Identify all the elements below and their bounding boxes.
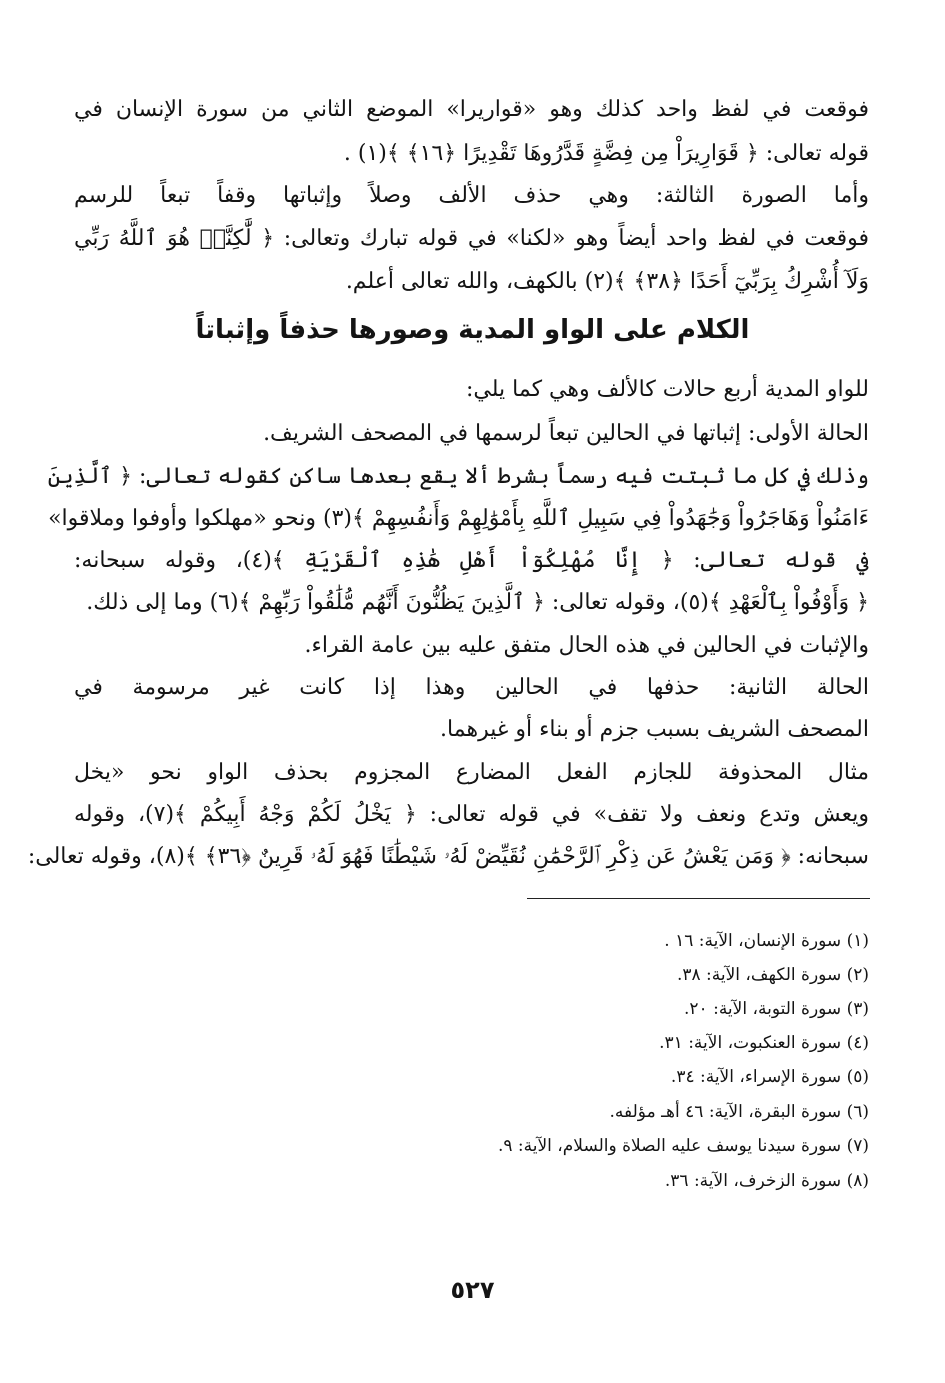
body-line: المصحف الشريف بسبب جزم أو بناء أو غيرهما. — [440, 717, 869, 742]
body-line: فوقعت في لفظ واحد كذلك وهو «قواريرا» الموضع الثاني من سورة الإنسان في — [74, 97, 869, 122]
body-line: وذلك في كل ما ثبتت فيه رسماً بشرط ألا يقع بعدها ساكن كقوله تعالى: ﴿ ٱلَّذِينَ — [47, 464, 869, 489]
section-heading: الكلام على الواو المدية وصورها حذفاً وإثباتاً — [195, 315, 750, 345]
footnote: (١) سورة الإنسان، الآية: ١٦ . — [664, 931, 869, 951]
body-line: ﴿ وَأَوْفُواْ بِٱلْعَهْدِ ﴾(٥)، وقوله تعالى: ﴿ ٱلَّذِينَ يَظُنُّونَ أَنَّهُم مُّلَٰقُواْ رَبِّهِمْ ﴾(٦) وما إلى ذلك. — [86, 590, 869, 615]
footnote: (٥) سورة الإسراء، الآية: ٣٤. — [670, 1067, 869, 1087]
body-line: مثال المحذوفة للجازم الفعل المضارع المجزوم بحذف الواو نحو «يخل — [74, 760, 869, 785]
footnote: (٧) سورة سيدنا يوسف عليه الصلاة والسلام، الآية: ٩. — [497, 1136, 869, 1156]
page-number: ٥٢٧ — [450, 1276, 495, 1304]
body-line: وأما الصورة الثالثة: وهي حذف الألف وصلاً وإثباتها وقفاً تبعاً للرسم — [74, 183, 869, 208]
body-line: سبحانه: ﴿ وَمَن يَعْشُ عَن ذِكْرِ ٱلرَّحْمَٰنِ نُقَيِّضْ لَهُۥ شَيْطَٰنًا فَهُوَ لَهُۥ قَرِينٌ ﴿٣٦﴾ ﴾(٨)، وقوله تعالى: — [27, 844, 869, 869]
footnote-separator — [527, 898, 870, 899]
body-line: الحالة الأولى: إثباتها في الحالين تبعاً لرسمها في المصحف الشريف. — [263, 421, 869, 446]
body-line: وَلَآ أُشْرِكُ بِرَبِّيٓ أَحَدًا ﴿٣٨﴾ ﴾(٢) بالكهف، والله تعالى أعلم. — [345, 269, 869, 294]
footnote: (٢) سورة الكهف، الآية: ٣٨. — [676, 965, 869, 985]
footnote: (٦) سورة البقرة، الآية: ٤٦ أهـ مؤلفه. — [609, 1102, 869, 1122]
body-line: الحالة الثانية: حذفها في الحالين وهذا إذا كانت غير مرسومة في — [74, 675, 869, 700]
body-line: للواو المدية أربع حالات كالألف وهي كما يلي: — [466, 377, 869, 402]
body-line: فوقعت في لفظ واحد أيضاً وهو «لكنا» في قوله تبارك وتعالى: ﴿ لَّٰكِنَّا۠ هُوَ ٱللَّهُ رَبِّي — [74, 226, 869, 251]
body-line: في قوله تعالى: ﴿ إِنَّا مُهْلِكُوٓاْ أَهْلِ هَٰذِهِ ٱلْقَرْيَةِ ﴾(٤)، وقوله سبحانه: — [74, 548, 869, 573]
body-line: والإثبات في الحالين في هذه الحال متفق عليه بين عامة القراء. — [304, 633, 869, 658]
footnote: (٤) سورة العنكبوت، الآية: ٣١. — [659, 1033, 869, 1053]
footnote: (٣) سورة التوبة، الآية: ٢٠. — [684, 999, 869, 1019]
body-line: ويعش وتدع ونعف ولا تقف» في قوله تعالى: ﴿ يَخْلُ لَكُمْ وَجْهُ أَبِيكُمْ ﴾(٧)، وقوله — [74, 802, 869, 827]
body-line: قوله تعالى: ﴿ قَوَارِيرَاْ مِن فِضَّةٍ قَدَّرُوهَا تَقْدِيرًا ﴿١٦﴾ ﴾(١) . — [343, 141, 869, 166]
footnote: (٨) سورة الزخرف، الآية: ٣٦. — [664, 1171, 869, 1191]
body-line: ءَامَنُواْ وَهَاجَرُواْ وَجَٰهَدُواْ فِي سَبِيلِ ٱللَّهِ بِأَمْوَٰلِهِمْ وَأَنفُسِهِمْ ﴾(٣) ونحو «مهلكوا وأوفوا وملاقوا» — [48, 506, 869, 531]
